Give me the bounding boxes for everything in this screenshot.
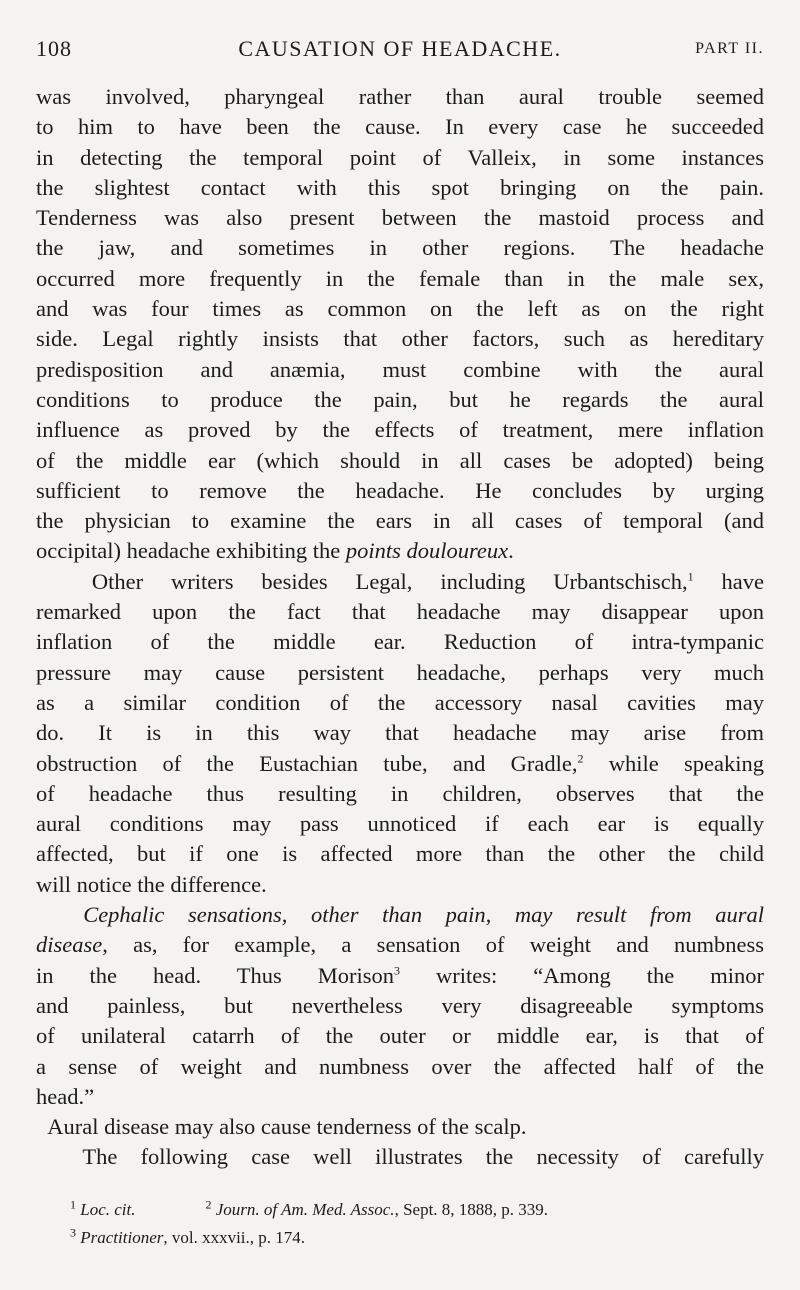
text-run: Other writers besides Legal, including Urbantschisch, [91, 568, 688, 594]
text-line: head.” [36, 1083, 95, 1109]
footnote-line [36, 1224, 764, 1252]
running-header [36, 28, 764, 68]
text-line: a sense of weight and numbness over the affected half of the [36, 1053, 764, 1079]
text-line: pressure may cause persistent headache, perhaps very much [36, 659, 764, 685]
text-run: , as, for example, a sensation of weight and numbness [102, 932, 764, 958]
text-line: do. It is in this way that headache may arise from [36, 720, 764, 746]
paragraph-4 [36, 1112, 764, 1142]
footnotes [36, 1196, 764, 1252]
text-line: of headache thus resulting in children, observes that the [36, 780, 764, 806]
italic-phrase: Cephalic sensations, other than pain, may result from aural [83, 902, 764, 928]
paragraph-2 [36, 567, 764, 900]
running-title: CAUSATION OF HEADACHE. [238, 36, 562, 61]
text-run: The following case well illustrates the necessity of carefully [82, 1144, 764, 1170]
text-line: sufficient to remove the headache. He concludes by urging [36, 477, 764, 503]
text-line [36, 961, 764, 991]
text-line: affected, but if one is affected more than the other the child [36, 841, 764, 867]
text-line [36, 1142, 764, 1172]
footnote-ref: 1 [687, 569, 694, 584]
text-line [36, 567, 764, 597]
text-line: the slightest contact with this spot bringing on the pain. [36, 174, 764, 200]
footnote-citation: Journ. of Am. Med. Assoc. [215, 1200, 395, 1219]
text-run: . [508, 538, 514, 564]
footnote-number: 3 [70, 1225, 76, 1240]
footnote-number: 1 [70, 1197, 76, 1212]
text-line: influence as proved by the effects of treatment, mere inflation [36, 417, 764, 443]
text-line: of unilateral catarrh of the outer or middle ear, is that of [36, 1023, 764, 1049]
paragraph-5 [36, 1142, 764, 1172]
text-run: have [693, 568, 765, 594]
text-run: Aural disease may also cause tenderness of the scalp. [47, 1114, 527, 1140]
text-line [36, 900, 764, 930]
footnote-line [36, 1196, 764, 1224]
text-line: and painless, but nevertheless very disagreeable symptoms [36, 992, 764, 1018]
italic-phrase: points douloureux [345, 538, 509, 564]
text-line: the jaw, and sometimes in other regions. The headache [36, 235, 764, 261]
text-line: conditions to produce the pain, but he regards the aural [36, 386, 764, 412]
footnote-number: 2 [205, 1197, 212, 1212]
text-line: and was four times as common on the left as on the right [36, 296, 764, 322]
text-run: writes: “Among the minor [399, 962, 764, 988]
text-run: in the head. Thus Morison [36, 962, 394, 988]
text-line: occurred more frequently in the female than in the male sex, [36, 265, 764, 291]
footnote-ref: 2 [577, 751, 584, 766]
text-line [36, 749, 764, 779]
text-line [36, 1112, 764, 1142]
text-line: will notice the difference. [36, 871, 267, 897]
paragraph-3 [36, 900, 764, 1112]
part-label: PART II. [695, 40, 764, 57]
text-line: as a similar condition of the accessory nasal cavities may [36, 689, 764, 715]
text-run: obstruction of the Eustachian tube, and Gradle, [36, 750, 578, 776]
text-line: in detecting the temporal point of Valleix, in some instances [36, 144, 764, 170]
text-run: , Sept. 8, 1888, p. 339. [394, 1200, 549, 1219]
text-run: , vol. xxxvii., p. 174. [163, 1228, 306, 1247]
text-line [36, 930, 764, 960]
footnote-citation: Loc. cit. [80, 1200, 136, 1219]
text-line: predisposition and anæmia, must combine with the aural [36, 356, 764, 382]
text-line: was involved, pharyngeal rather than aural trouble seemed [36, 84, 764, 109]
footnote-ref: 3 [393, 963, 400, 978]
body-text [36, 82, 764, 1173]
italic-phrase: disease [36, 932, 103, 958]
text-run: occipital) headache exhibiting the [36, 538, 346, 564]
text-line: aural conditions may pass unnoticed if each ear is equally [36, 811, 764, 837]
text-line [36, 536, 764, 566]
text-line: Tenderness was also present between the mastoid process and [36, 205, 764, 231]
text-run: while speaking [583, 750, 765, 776]
text-line: remarked upon the fact that headache may disappear upon [36, 599, 764, 625]
page-number: 108 [36, 36, 72, 61]
text-line: inflation of the middle ear. Reduction of intra-tympanic [36, 629, 764, 655]
text-line: side. Legal rightly insists that other factors, such as hereditary [36, 326, 764, 352]
footnote-citation: Practitioner [80, 1228, 164, 1247]
text-line: of the middle ear (which should in all cases be adopted) being [36, 447, 764, 473]
paragraph-1 [36, 82, 764, 567]
text-line: the physician to examine the ears in all cases of temporal (and [36, 508, 764, 534]
text-line: to him to have been the cause. In every case he succeeded [36, 114, 764, 140]
